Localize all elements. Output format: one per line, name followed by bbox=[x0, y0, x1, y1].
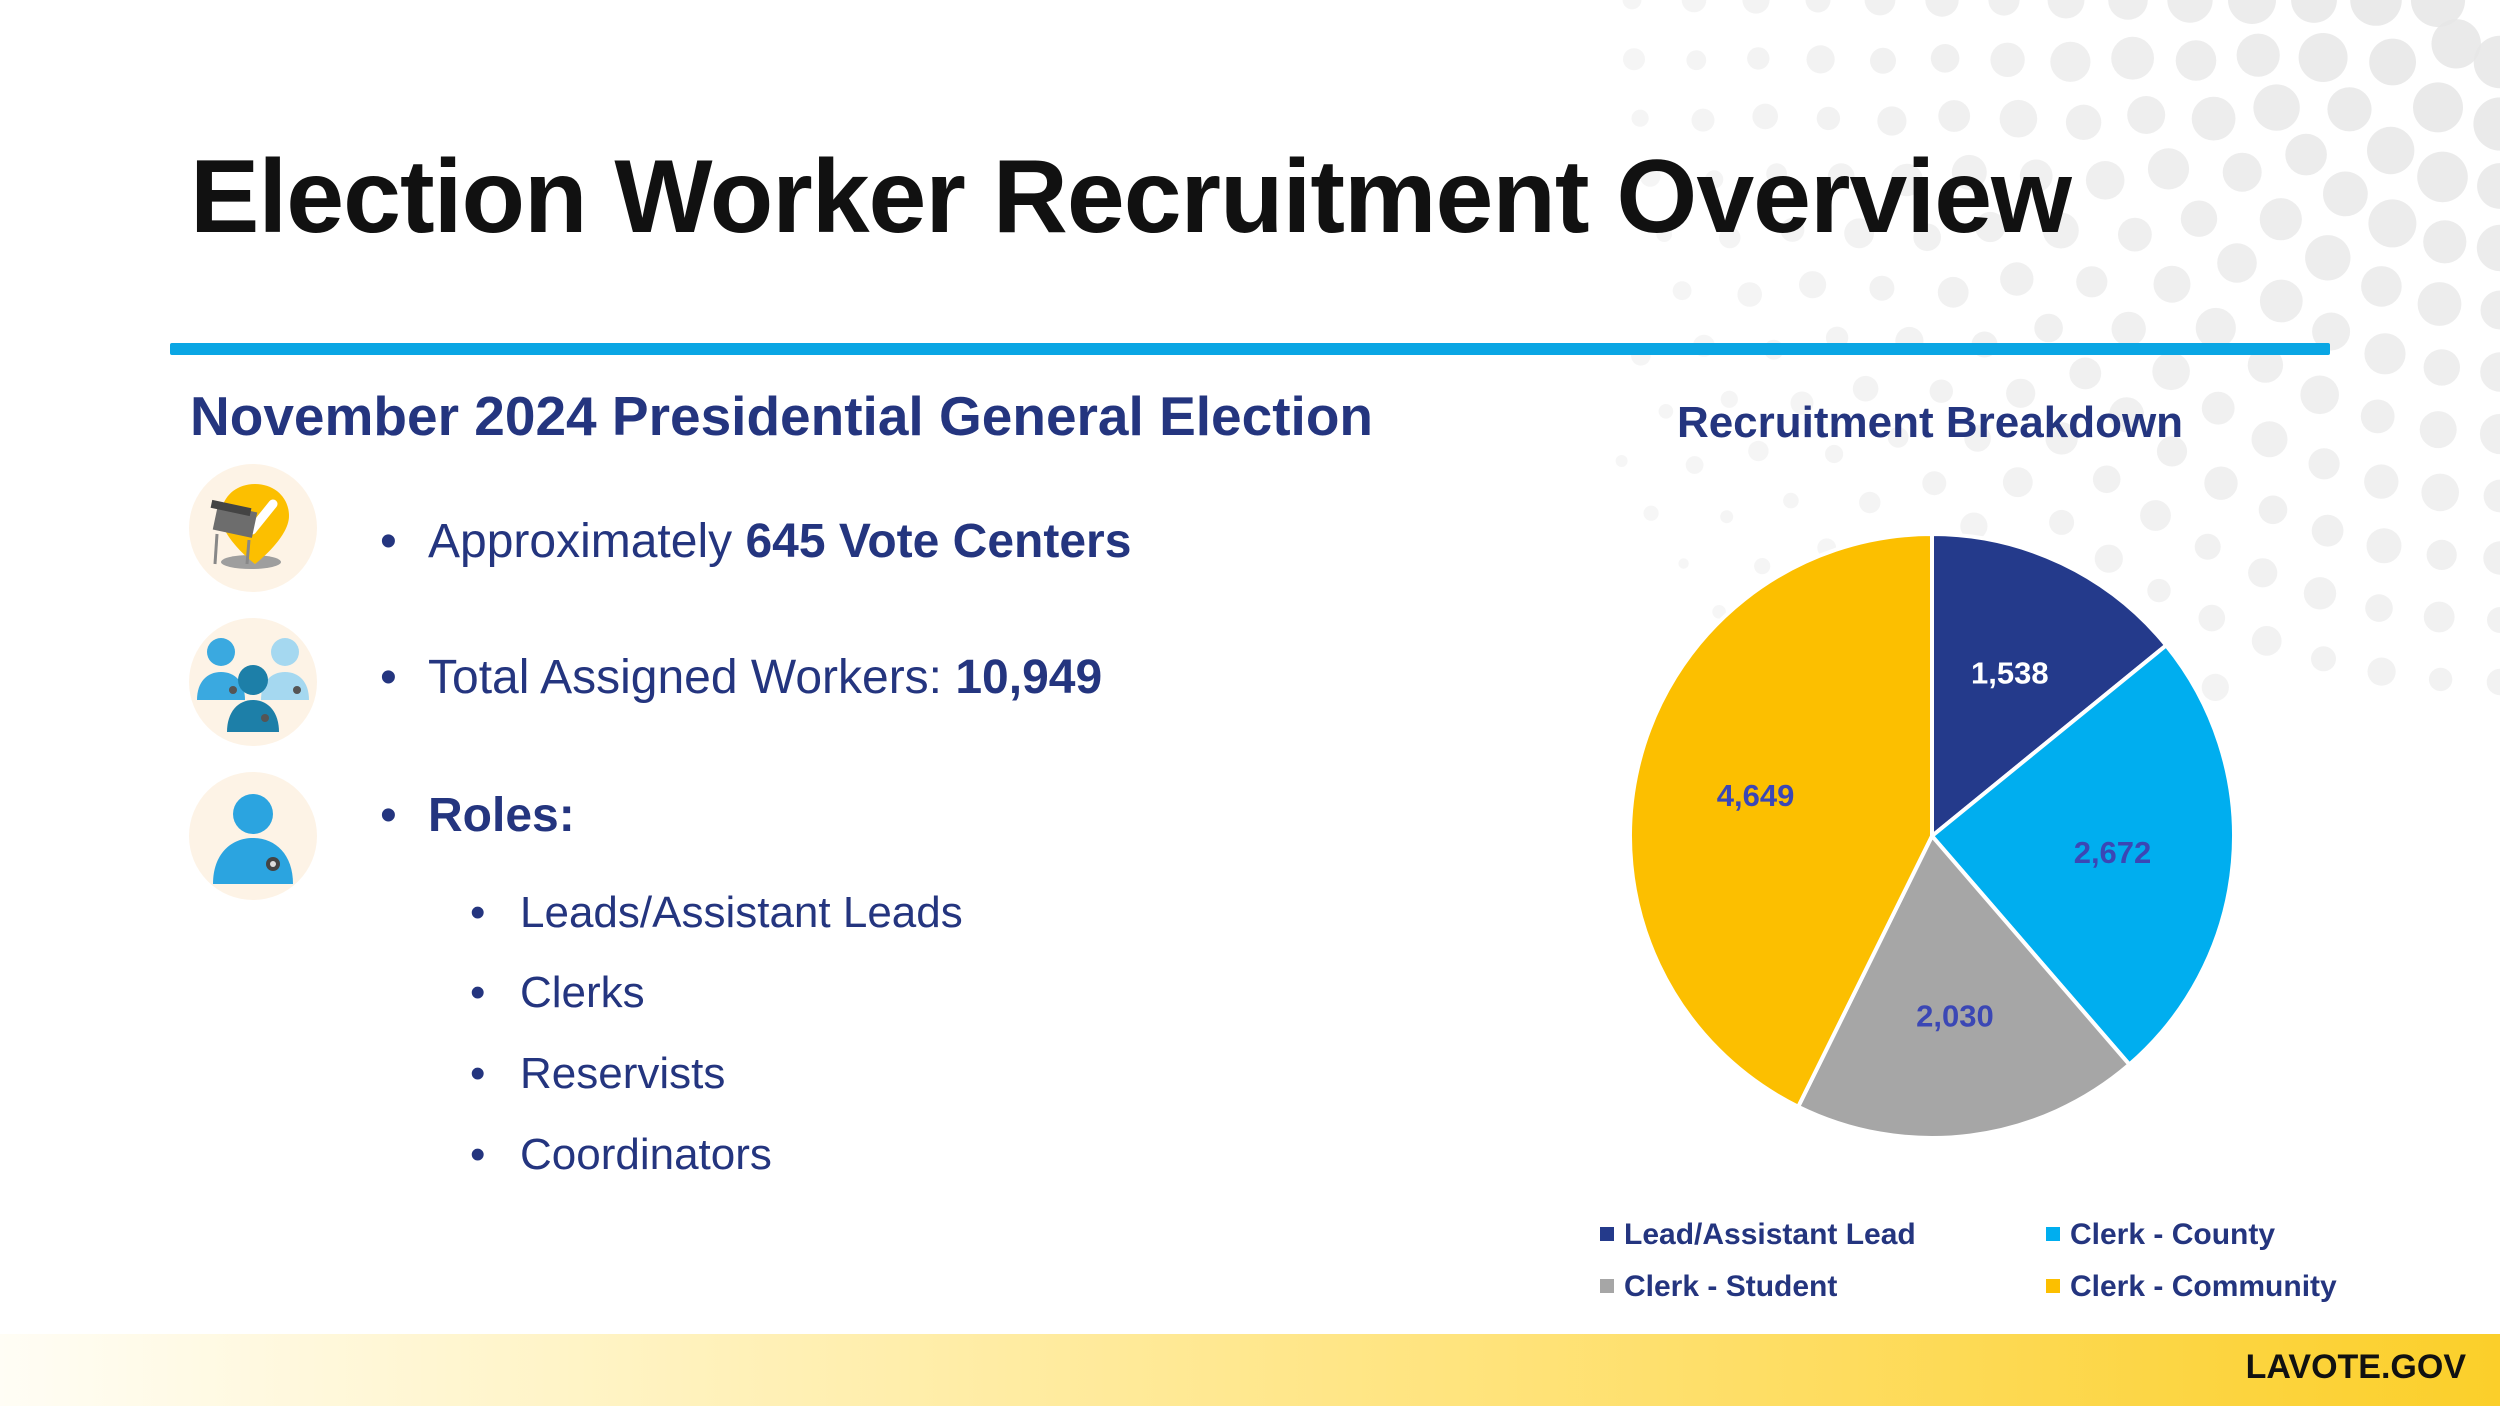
role-item: • Reservists bbox=[470, 1049, 726, 1098]
page-title: Election Worker Recruitment Overview bbox=[190, 139, 2071, 255]
legend-swatch bbox=[1600, 1279, 1614, 1293]
legend-item-lead: Lead/Assistant Lead bbox=[1600, 1218, 1916, 1252]
role-item: • Coordinators bbox=[470, 1130, 772, 1179]
legend-item-clerk-student: Clerk - Student bbox=[1600, 1270, 1837, 1304]
bullet-roles: • Roles: bbox=[380, 789, 575, 842]
legend-swatch bbox=[1600, 1227, 1614, 1241]
role-item: • Leads/Assistant Leads bbox=[470, 888, 963, 937]
footer-bar bbox=[0, 1334, 2500, 1406]
legend-swatch bbox=[2046, 1279, 2060, 1293]
section-subtitle: November 2024 Presidential General Election bbox=[190, 385, 1374, 447]
bullet-vote-centers: • Approximately 645 Vote Centers bbox=[380, 515, 1132, 568]
pie-data-label: 4,649 bbox=[1716, 777, 1795, 813]
pie-data-label: 2,672 bbox=[2073, 834, 2152, 870]
bullet-assigned-workers: • Total Assigned Workers: 10,949 bbox=[380, 651, 1103, 704]
pie-data-label: 2,030 bbox=[1916, 998, 1994, 1034]
legend-item-clerk-community: Clerk - Community bbox=[2046, 1270, 2337, 1304]
chart-title: Recruitment Breakdown bbox=[1676, 398, 2184, 447]
pie-data-label: 1,538 bbox=[1971, 655, 2049, 691]
legend-item-clerk-county: Clerk - County bbox=[2046, 1218, 2275, 1252]
legend-swatch bbox=[2046, 1227, 2060, 1241]
footer-website: LAVOTE.GOV bbox=[2245, 1348, 2466, 1386]
role-item: • Clerks bbox=[470, 968, 645, 1017]
